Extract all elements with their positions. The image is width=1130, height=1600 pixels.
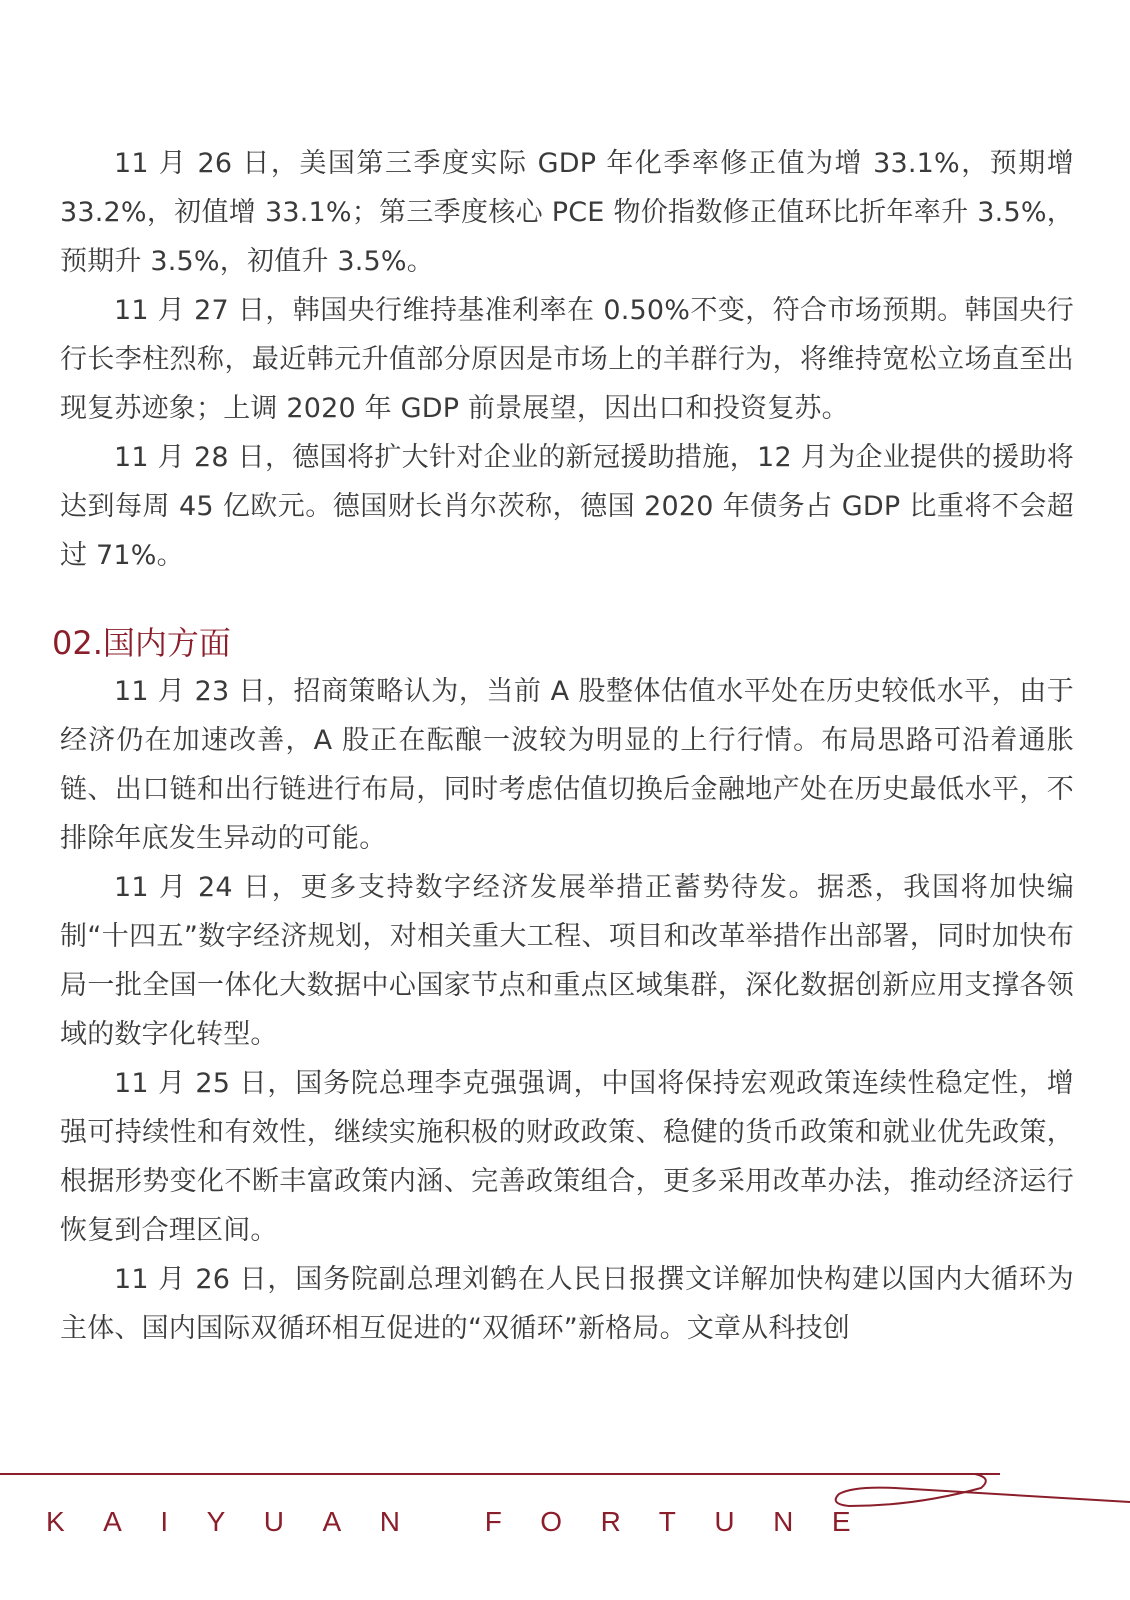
section-heading-domestic: 02.国内方面 bbox=[52, 624, 231, 662]
paragraph-domestic-4: 11 月 26 日，国务院副总理刘鹤在人民日报撰文详解加快构建以国内大循环为主体、国内国际双循环相互促进的“双循环”新格局。文章从科技创 bbox=[60, 1264, 1074, 1344]
paragraph-domestic-2: 11 月 24 日，更多支持数字经济发展举措正蓄势待发。据悉，我国将加快编制“十四五”数字经济规划，对相关重大工程、项目和改革举措作出部署，同时加快布局一批全国一体化大数据中心国家节点和重点区域集群，深化数据创新应用支撑各领域的数字化转型。 bbox=[60, 872, 1074, 1050]
paragraph-intl-2: 11 月 27 日，韩国央行维持基准利率在 0.50%不变，符合市场预期。韩国央行行长李柱烈称，最近韩元升值部分原因是市场上的羊群行为，将维持宽松立场直至出现复苏迹象；上调 2020 年 GDP 前景展望，因出口和投资复苏。 bbox=[60, 295, 1074, 424]
paragraph-intl-3: 11 月 28 日，德国将扩大针对企业的新冠援助措施，12 月为企业提供的援助将达到每周 45 亿欧元。德国财长肖尔茨称，德国 2020 年债务占 GDP 比重将不会超过 71%。 bbox=[60, 442, 1074, 571]
footer-swoosh-icon bbox=[825, 1468, 1130, 1538]
paragraph-domestic-3: 11 月 25 日，国务院总理李克强强调，中国将保持宏观政策连续性稳定性，增强可持续性和有效性，继续实施积极的财政政策、稳健的货币政策和就业优先政策，根据形势变化不断丰富政策内涵、完善政策组合，更多采用改革办法，推动经济运行恢复到合理区间。 bbox=[60, 1068, 1074, 1246]
paragraph-domestic-1: 11 月 23 日，招商策略认为，当前 A 股整体估值水平处在历史较低水平，由于经济仍在加速改善，A 股正在酝酿一波较为明显的上行行情。布局思路可沿着通胀链、出口链和出行链进行布局，同时考虑估值切换后金融地产处在历史最低水平，不排除年底发生异动的可能。 bbox=[60, 676, 1074, 854]
paragraph-intl-1: 11 月 26 日，美国第三季度实际 GDP 年化季率修正值为增 33.1%，预期增 33.2%，初值增 33.1%；第三季度核心 PCE 物价指数修正值环比折年率升 3.5%，预期升 3.5%，初值升 3.5%。 bbox=[60, 148, 1074, 277]
document-body bbox=[52, 139, 1074, 1353]
footer-brand: KAIYUAN FORTUNE bbox=[46, 1506, 890, 1537]
